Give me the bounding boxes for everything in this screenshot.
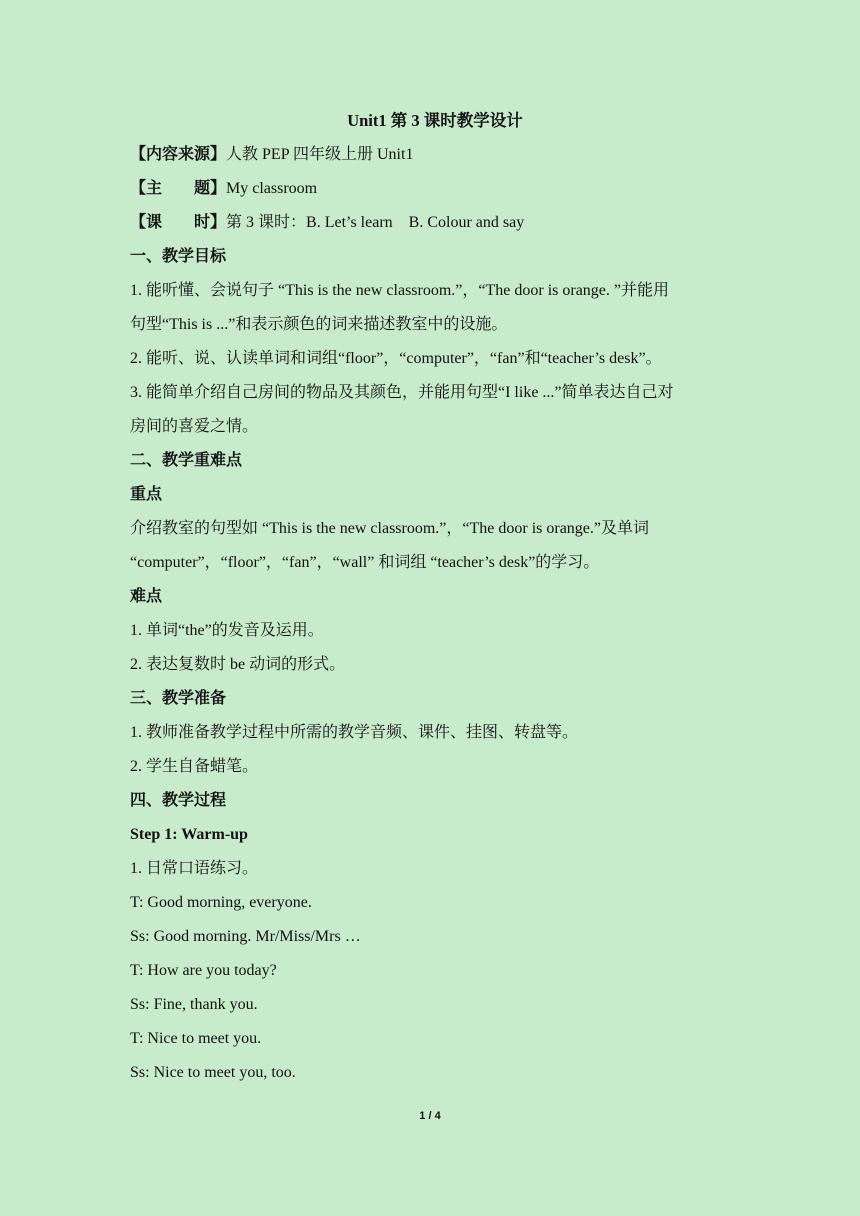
meta-theme-value: My classroom: [226, 180, 318, 197]
goal-3-line-1: 3. 能简单介绍自己房间的物品及其颜色，并能用句型“I like ...”简单表达自己对: [130, 384, 674, 401]
key-line-1: 介绍教室的句型如 “This is the new classroom.”，“The door is orange.”及单词: [130, 520, 650, 537]
preparation-1: 1. 教师准备教学过程中所需的教学音频、课件、挂图、转盘等。: [130, 724, 579, 741]
dialogue-line: Ss: Nice to meet you, too.: [130, 1064, 296, 1081]
document-page: [130, 104, 730, 1090]
document-title: Unit1 第 3 课时教学设计: [347, 111, 523, 130]
section-heading-key-points: 二、教学重难点: [130, 452, 243, 469]
meta-period: [130, 206, 730, 240]
dialogue-line: T: Good morning, everyone.: [130, 894, 312, 911]
step-1-item-1: 1. 日常口语练习。: [130, 860, 259, 877]
meta-theme: [130, 172, 730, 206]
goal-3-line-2: 房间的喜爱之情。: [130, 418, 259, 435]
meta-period-value: 第 3 课时：B. Let’s learn B. Colour and say: [226, 214, 525, 231]
dialogue-line: T: Nice to meet you.: [130, 1030, 262, 1047]
page-number: 1 / 4: [419, 1110, 441, 1122]
key-line-2: “computer”，“floor”，“fan”，“wall” 和词组 “teacher’s desk”的学习。: [130, 554, 600, 571]
difficult-2: 2. 表达复数时 be 动词的形式。: [130, 656, 346, 673]
meta-theme-label: 【主 题】: [130, 180, 227, 197]
section-heading-procedure: 四、教学过程: [130, 792, 227, 809]
dialogue-line: Ss: Good morning. Mr/Miss/Mrs …: [130, 928, 361, 945]
step-1-heading: Step 1: Warm-up: [130, 826, 248, 843]
section-heading-goals: 一、教学目标: [130, 248, 227, 265]
section-heading-preparation: 三、教学准备: [130, 690, 227, 707]
meta-source-value: 人教 PEP 四年级上册 Unit1: [226, 146, 414, 163]
meta-period-label: 【课 时】: [130, 214, 227, 231]
preparation-2: 2. 学生自备蜡笔。: [130, 758, 259, 775]
meta-source-label: 【内容来源】: [130, 146, 227, 163]
goal-1-line-2: 句型“This is ...”和表示颜色的词来描述教室中的设施。: [130, 316, 508, 333]
dialogue-line: T: How are you today?: [130, 962, 277, 979]
difficult-1: 1. 单词“the”的发音及运用。: [130, 622, 324, 639]
subheading-key: 重点: [130, 486, 163, 503]
meta-source: [130, 138, 730, 172]
goal-2: 2. 能听、说、认读单词和词组“floor”，“computer”，“fan”和“teacher’s desk”。: [130, 350, 662, 367]
goal-1-line-1: 1. 能听懂、会说句子 “This is the new classroom.”，“The door is orange. ”并能用: [130, 282, 670, 299]
subheading-difficult: 难点: [130, 588, 163, 605]
dialogue-line: Ss: Fine, thank you.: [130, 996, 258, 1013]
